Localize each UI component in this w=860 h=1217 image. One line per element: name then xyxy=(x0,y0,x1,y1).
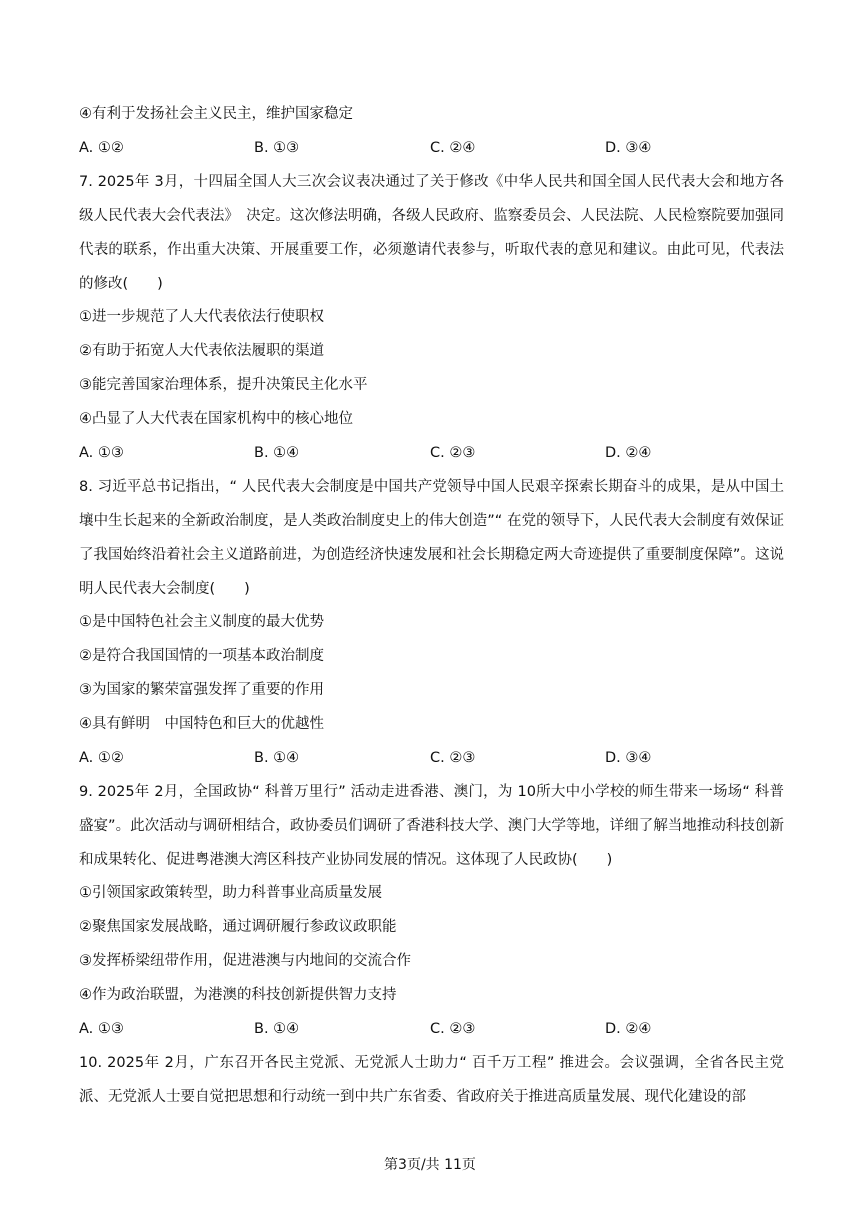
q8-option-b[interactable]: B. ①④ xyxy=(254,750,300,766)
q7-option-d[interactable]: D. ②④ xyxy=(605,445,652,461)
q7-options xyxy=(79,443,779,463)
q6-option-b[interactable]: B. ①③ xyxy=(254,140,300,156)
q9-option-b[interactable]: B. ①④ xyxy=(254,1021,300,1037)
q8-item-4: ④具有鲜明 中国特色和巨大的优越性 xyxy=(79,716,324,732)
q7-stem: 7. 2025年 3月，十四届全国人大三次会议表决通过了关于修改《中华人民共和国全国人民代表大会和地方各级人民代表大会代表法》 决定。这次修法明确，各级人民政府、监察委员会、人民法院、人民检察院要加强同代表的联系，作出重大决策、开展重要工作，必须邀请代表参与，听取代表的意见和建议。由此可见，代表法的修改( ) xyxy=(79,174,784,292)
q6-option-a[interactable]: A. ①② xyxy=(79,140,124,156)
q6-option-d[interactable]: D. ③④ xyxy=(605,140,652,156)
q7-option-a[interactable]: A. ①③ xyxy=(79,445,124,461)
q8-options xyxy=(79,748,779,768)
q9-options xyxy=(79,1019,779,1039)
q7-item-4: ④凸显了人大代表在国家机构中的核心地位 xyxy=(79,411,353,427)
q8-option-d[interactable]: D. ③④ xyxy=(605,750,652,766)
q8-option-a[interactable]: A. ①② xyxy=(79,750,124,766)
page-number-footer: 第3页/共 11页 xyxy=(384,1157,476,1173)
q9-option-a[interactable]: A. ①③ xyxy=(79,1021,124,1037)
q7-item-3: ③能完善国家治理体系，提升决策民主化水平 xyxy=(79,377,368,393)
q9-item-1: ①引领国家政策转型，助力科普事业高质量发展 xyxy=(79,885,382,901)
q6-item-4: ④有利于发扬社会主义民主，维护国家稳定 xyxy=(79,106,353,122)
q8-stem: 8. 习近平总书记指出，“ 人民代表大会制度是中国共产党领导中国人民艰辛探索长期奋斗的成果，是从中国土壤中生长起来的全新政治制度，是人类政治制度史上的伟大创造”“ 在党的领导下，人民代表大会制度有效保证了我国始终沿着社会主义道路前进，为创造经济快速发展和社会长期稳定两大奇迹提供了重要制度保障”。这说明人民代表大会制度( ) xyxy=(79,479,784,597)
q9-item-4: ④作为政治联盟，为港澳的科技创新提供智力支持 xyxy=(79,987,397,1003)
q7-option-c[interactable]: C. ②③ xyxy=(430,445,476,461)
q8-item-2: ②是符合我国国情的一项基本政治制度 xyxy=(79,648,324,664)
q8-option-c[interactable]: C. ②③ xyxy=(430,750,476,766)
q9-option-c[interactable]: C. ②③ xyxy=(430,1021,476,1037)
q6-options xyxy=(79,138,779,158)
q9-item-3: ③发挥桥梁纽带作用，促进港澳与内地间的交流合作 xyxy=(79,953,411,969)
q8-item-3: ③为国家的繁荣富强发挥了重要的作用 xyxy=(79,682,324,698)
q9-option-d[interactable]: D. ②④ xyxy=(605,1021,652,1037)
q7-item-1: ①进一步规范了人大代表依法行使职权 xyxy=(79,309,324,325)
q7-item-2: ②有助于拓宽人大代表依法履职的渠道 xyxy=(79,343,324,359)
q9-stem: 9. 2025年 2月，全国政协“ 科普万里行” 活动走进香港、澳门，为 10所大中小学校的师生带来一场场“ 科普盛宴”。此次活动与调研相结合，政协委员们调研了香港科技大学、澳门大学等地，详细了解当地推动科技创新和成果转化、促进粤港澳大湾区科技产业协同发展的情况。这体现了人民政协( ) xyxy=(79,784,784,868)
q10-stem: 10. 2025年 2月，广东召开各民主党派、无党派人士助力“ 百千万工程” 推进会。会议强调，全省各民主党派、无党派人士要自觉把思想和行动统一到中共广东省委、省政府关于推进高质量发展、现代化建设的部 xyxy=(79,1055,784,1105)
q7-option-b[interactable]: B. ①④ xyxy=(254,445,300,461)
q9-item-2: ②聚焦国家发展战略，通过调研履行参政议政职能 xyxy=(79,919,397,935)
q6-option-c[interactable]: C. ②④ xyxy=(430,140,476,156)
q8-item-1: ①是中国特色社会主义制度的最大优势 xyxy=(79,614,324,630)
